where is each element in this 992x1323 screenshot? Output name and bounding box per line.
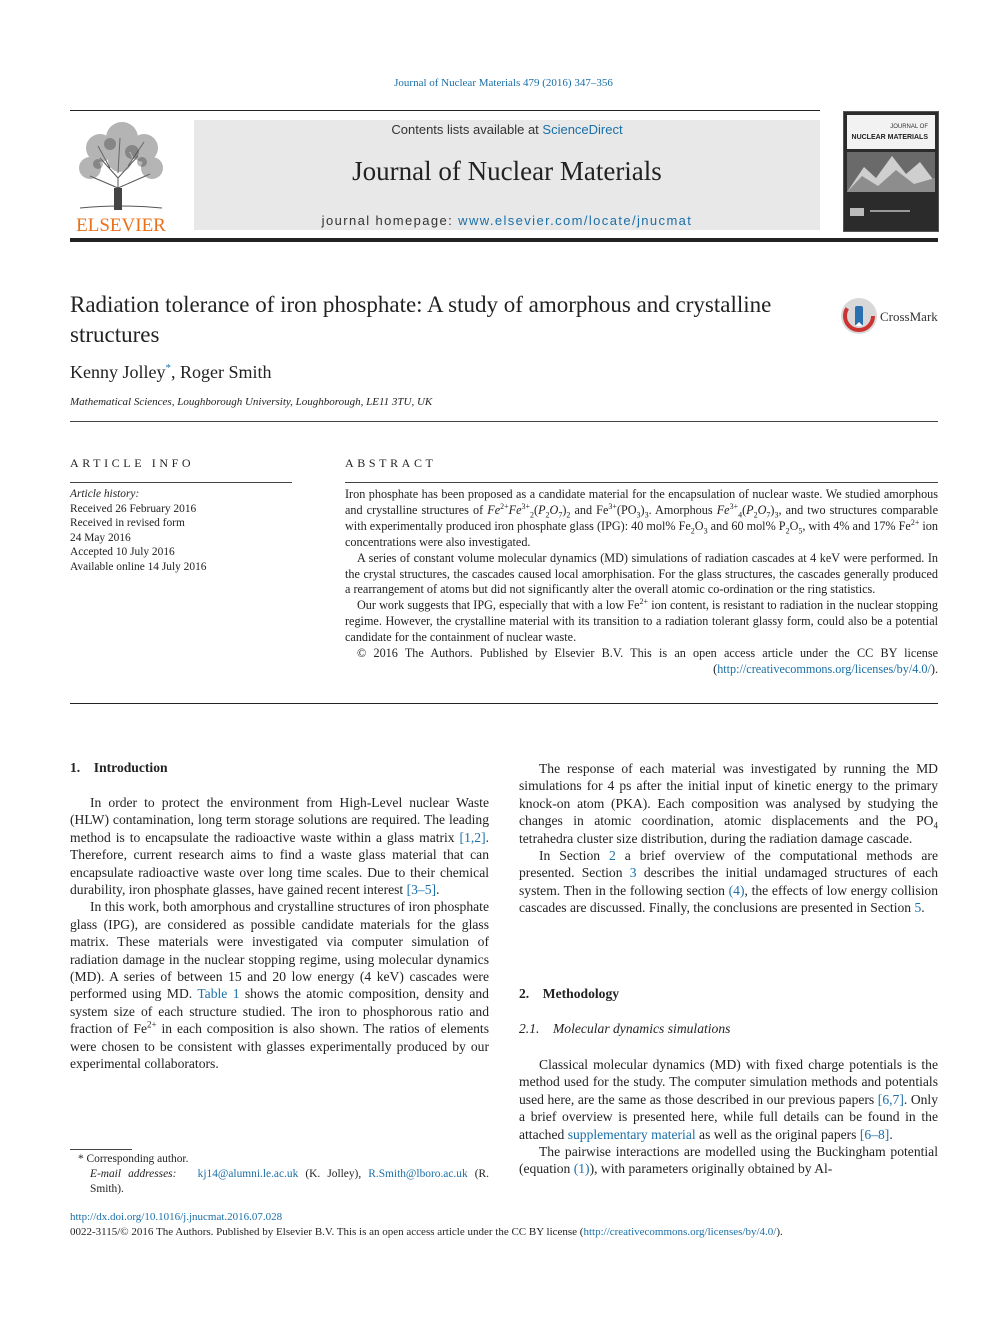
left-column (70, 794, 489, 1073)
header-rule (70, 110, 820, 111)
article-info-heading: ARTICLE INFO (70, 456, 195, 470)
header-thick-rule (70, 238, 938, 242)
email-link[interactable]: kj14@alumni.le.ac.uk (197, 1167, 299, 1180)
footnote (70, 1152, 489, 1196)
section-heading-introduction: 1. Introduction (70, 760, 168, 775)
divider (345, 482, 938, 483)
journal-citation[interactable]: Journal of Nuclear Materials 479 (2016) 347–356 (394, 77, 613, 89)
divider (70, 482, 292, 483)
journal-cover-image (843, 111, 939, 232)
abstract-paragraph: Our work suggests that IPG, especially that with a low $Fe^{2+}$ ion content, is resistant to radiation in the nuclear stopping regime. However, the crystalline material with its transition to a radiation tolerant glassy form, could also be a potential candidate for the containment of nuclear waste. (345, 597, 938, 645)
body-paragraph: In this work, both amorphous and crystalline structures of iron phosphate glass (IPG), are considered as possible candidate materials for the glass matrix. These materials were investigated via computer simulation of radiation damage in the nuclear stopping regime, using molecular dynamics (MD). A series of between 15 and 20 low energy (4 keV) cascades were performed using MD. Table 1 shows the atomic composition, density and system size of each structure studied. The iron to phosphorous ratio and fraction of $Fe^{2+}$ in each composition is also shown. The ratios of elements were chosen to be consistent with glasses experimentally produced by our experimental collaborators. (70, 899, 489, 1072)
article-history (70, 487, 300, 574)
contents-prefix: Contents lists available at (391, 122, 543, 137)
history-accepted: Accepted 10 July 2016 (70, 546, 175, 558)
citation-link[interactable]: [1,2] (459, 829, 486, 845)
corresponding-author-marker[interactable]: * (165, 362, 171, 374)
abstract-paragraph: Iron phosphate has been proposed as a candidate material for the encapsulation of nuclear waste. We studied amorphous and crystalline structures of $Fe^{2+}Fe^{3+}_2(P_2O_7)_2$ and $Fe^{3+}(PO_3)_3$. Amorphous $Fe^{3+}_4(P_2O_7)_3$, and two structures comparable with experimentally produced iron phosphate glass (IPG): 40 mol% $Fe_2O_3$ and 60 mol% $P_2O_5$, with 4% and 17% $Fe^{2+}$ ion concentrations were also investigated. (345, 487, 938, 549)
body-paragraph: In order to protect the environment from High-Level nuclear Waste (HLW) contamination, long term storage solutions are required. The leading method is to encapsulate the radioactive waste within a glass matrix [1,2]. Therefore, current research aims to find a waste glass material that can encapsulate radioactive waste over long time scales. Due to their chemical durability, iron phosphate glasses, have gained recent interest [3–5]. (70, 795, 489, 898)
citation-link[interactable]: [6–8] (859, 1126, 890, 1142)
sciencedirect-link[interactable]: ScienceDirect (542, 122, 623, 137)
contents-line (194, 122, 820, 137)
section-heading-methodology: 2. Methodology (519, 986, 620, 1001)
history-received: Received 26 February 2016 (70, 502, 197, 515)
email-link[interactable]: R.Smith@lboro.ac.uk (368, 1167, 468, 1180)
supplementary-link[interactable]: supplementary material (567, 1126, 696, 1142)
license-link[interactable]: http://creativecommons.org/licenses/by/4.0/ (583, 1226, 777, 1238)
homepage-link[interactable]: www.elsevier.com/locate/jnucmat (458, 213, 693, 228)
svg-text:CrossMark: CrossMark (880, 309, 938, 324)
crossmark-badge[interactable] (840, 297, 940, 335)
citation-link[interactable]: [3–5] (406, 882, 437, 898)
section-link[interactable]: (4) (728, 882, 745, 898)
section-link[interactable]: 2 (609, 848, 616, 864)
author-name: Kenny Jolley (70, 362, 166, 382)
homepage-prefix: journal homepage: (321, 213, 459, 228)
journal-title: Journal of Nuclear Materials (352, 156, 662, 186)
history-label: Article history: (70, 488, 140, 500)
journal-cover-icon (844, 112, 938, 231)
citation-link[interactable]: [6,7] (877, 1091, 904, 1107)
author-name: Roger Smith (179, 362, 272, 382)
table-link[interactable]: Table 1 (197, 986, 240, 1002)
body-paragraph: Classical molecular dynamics (MD) with fixed charge potentials is the method used for the study. The computer simulation methods and potentials used here, are the same as those described in our previous papers [6,7]. Only a brief overview is presented here, while full details can be found in the attached supplementary material as well as the original papers [6–8]. (519, 1057, 939, 1142)
section-link[interactable]: 3 (629, 865, 637, 881)
body-paragraph: In Section 2 a brief overview of the computational methods are presented. Section 3 describes the initial undamaged structures of each system. Then in the following section (4), the effects of low energy collision cascades are discussed. Finally, the conclusions are presented in Section 5. (519, 848, 938, 916)
author-separator: , (170, 362, 180, 382)
history-revised: Received in revised form (70, 517, 185, 529)
right-column-bottom (519, 1056, 938, 1178)
affiliation: Mathematical Sciences, Loughborough University, Loughborough, LE11 3TU, UK (70, 396, 433, 408)
copyright-line: 0022-3115/© 2016 The Authors. Published by Elsevier B.V. This is an open access article under the CC BY license (http://creativecommons.org/licenses/by/4.0/). (70, 1226, 783, 1238)
elsevier-tree-icon (70, 118, 172, 234)
svg-text:JOURNAL OF: JOURNAL OF (890, 124, 928, 130)
homepage-line (194, 213, 820, 228)
subsection-heading: 2.1. Molecular dynamics simulations (519, 1021, 731, 1036)
email-note: E-mail addresses: kj14@alumni.le.ac.uk (K. Jolley), R.Smith@lboro.ac.uk (R. Smith). (90, 1167, 489, 1195)
license-link[interactable]: http://creativecommons.org/licenses/by/4.0/ (717, 661, 931, 676)
article-title: Radiation tolerance of iron phosphate: A study of amorphous and crystalline structures (70, 292, 772, 347)
history-online: Available online 14 July 2016 (70, 560, 207, 573)
divider (70, 421, 938, 422)
equation-link[interactable]: (1) (573, 1161, 590, 1177)
svg-text:ELSEVIER: ELSEVIER (76, 215, 166, 234)
divider (70, 703, 938, 704)
right-column-top (519, 760, 938, 917)
footnote-rule (70, 1149, 132, 1150)
abstract-paragraph: A series of constant volume molecular dynamics (MD) simulations of radiation cascades at 4 keV were performed. In the crystal structures, the cascades caused local amorphisation. For the glass structures, the cascades generally produced a rearrangement of atoms but did not significantly alter the overall atomic co-ordination or the ring statistics. (345, 550, 938, 597)
abstract-license: © 2016 The Authors. Published by Elsevier B.V. This is an open access article under the CC BY license (http://creativecommons.org/licenses/by/4.0/). (357, 646, 938, 676)
body-paragraph: The pairwise interactions are modelled using the Buckingham potential (equation (1)), with parameters originally obtained by Al- (519, 1144, 938, 1177)
history-revised-date: 24 May 2016 (70, 531, 131, 544)
abstract-body (345, 487, 938, 678)
abstract-heading: ABSTRACT (345, 456, 437, 470)
section-link[interactable]: 5 (914, 900, 922, 916)
crossmark-icon (840, 297, 940, 335)
author-list (70, 362, 272, 383)
doi-link[interactable]: http://dx.doi.org/10.1016/j.jnucmat.2016.07.028 (70, 1211, 283, 1223)
corresponding-author-note: * Corresponding author. (78, 1153, 189, 1165)
svg-text:NUCLEAR MATERIALS: NUCLEAR MATERIALS (851, 134, 928, 141)
body-paragraph: The response of each material was investigated by running the MD simulations for 4 ps after the initial input of kinetic energy to the primary knock-on atom (PKA). Each composition was analysed by studying the changes in atomic coordination, atomic displacements and the $PO_4$ tetrahedra cluster size distribution, during the radiation damage cascade. (519, 761, 938, 846)
elsevier-logo (70, 118, 172, 234)
